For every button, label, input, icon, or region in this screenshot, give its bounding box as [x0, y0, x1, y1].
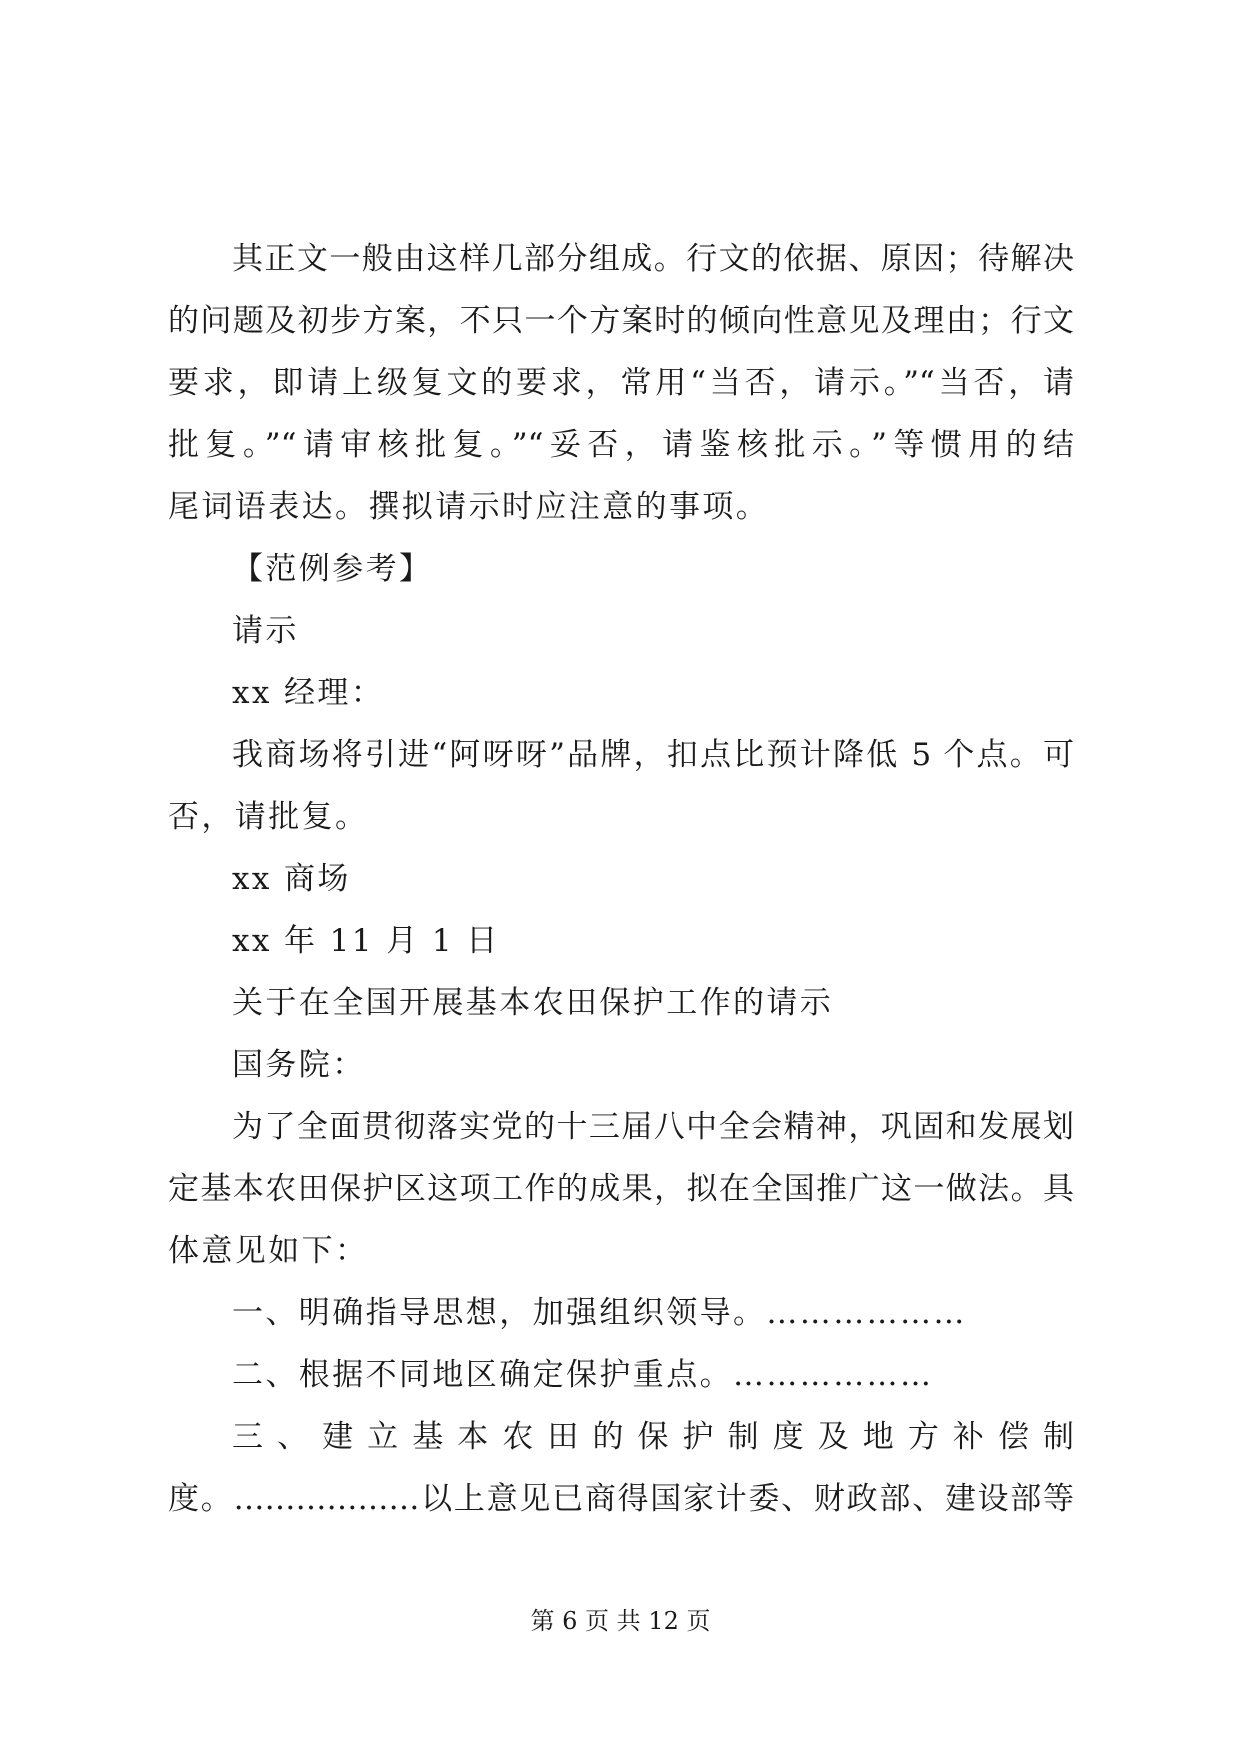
document-body	[168, 228, 1074, 1530]
paragraph-line: 其正文一般由这样几部分组成。行文的依据、原因；待解决	[232, 241, 1074, 277]
paragraph-line: 批复。”“请审核批复。”“妥否，请鉴核批示。”等惯用的结	[168, 427, 1074, 463]
salutation: 国务院：	[232, 1047, 366, 1083]
paragraph-line: 为了全面贯彻落实党的十三届八中全会精神，巩固和发展划	[232, 1109, 1074, 1145]
page-footer: 第 6 页 共 12 页	[530, 1607, 711, 1635]
salutation: xx 经理：	[232, 675, 385, 711]
section-heading: 【范例参考】	[232, 551, 433, 587]
date-line: xx 年 11 月 1 日	[232, 923, 500, 959]
paragraph-line: 体意见如下：	[168, 1233, 369, 1269]
paragraph-line: 度。………………以上意见已商得国家计委、财政部、建设部等	[168, 1481, 1074, 1517]
paragraph-line: 我商场将引进“阿呀呀”品牌，扣点比预计降低 5 个点。可	[232, 737, 1074, 773]
signature: xx 商场	[232, 861, 351, 897]
list-item: 二、根据不同地区确定保护重点。………………	[232, 1357, 934, 1393]
paragraph-line: 要求，即请上级复文的要求，常用“当否，请示。”“当否，请	[168, 365, 1074, 401]
list-item: 一、明确指导思想，加强组织领导。………………	[232, 1295, 967, 1331]
paragraph-line: 否，请批复。	[168, 799, 369, 835]
paragraph-line: 尾词语表达。撰拟请示时应注意的事项。	[168, 489, 770, 525]
list-item: 三、建立基本农田的保护制度及地方补偿制	[232, 1419, 1074, 1455]
paragraph-line: 的问题及初步方案，不只一个方案时的倾向性意见及理由；行文	[168, 303, 1074, 339]
paragraph-line: 定基本农田保护区这项工作的成果，拟在全国推广这一做法。具	[168, 1171, 1074, 1207]
example-title: 关于在全国开展基本农田保护工作的请示	[232, 985, 834, 1021]
example-title: 请示	[232, 613, 299, 649]
